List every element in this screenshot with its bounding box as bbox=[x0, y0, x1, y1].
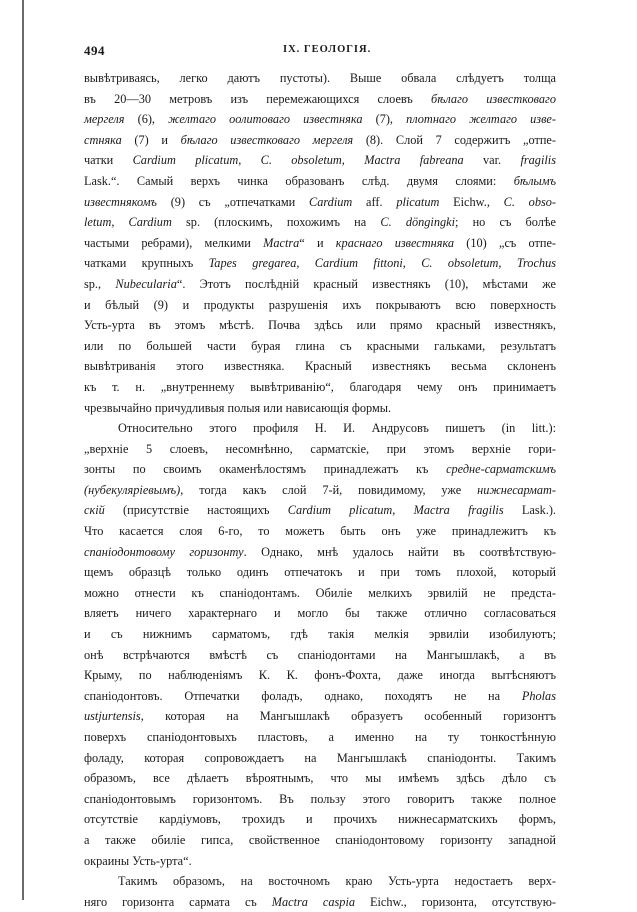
text-line: поверхъ спаніодонтовыхъ пластовъ, а именно на ту тонкостѣнную bbox=[84, 730, 556, 744]
text-line: чатками крупныхъ Tapes gregarea, Cardium fittoni, C. obsoletum, Trochus bbox=[84, 256, 557, 271]
text-line: спаніодонтовымъ горизонтомъ. Въ пользу этого говоритъ также полное bbox=[84, 791, 556, 806]
text-line: Такимъ образомъ, на восточномъ краю Усть-урта недостаетъ верх- bbox=[118, 874, 556, 889]
text-line: sp., Nubecularia“. Этотъ послѣдній красный известнякъ (10), мѣстами же bbox=[84, 276, 556, 291]
text-line: Lask.“. Самый верхъ чинка образованъ слѣд. двумя слоями: бѣлымъ bbox=[84, 173, 556, 188]
text-line: частыми ребрами), мелкими Mactra“ и краснаго известняка (10) „съ отпе- bbox=[84, 235, 557, 250]
text-line: фоладу, которая сопровождаетъ на Мангышлакѣ спаніодонты. Такимъ bbox=[84, 750, 556, 765]
text-line: а также обиліе гипса, свойственное спаніодонтовому горизонту западной bbox=[84, 832, 556, 847]
text-line: стняка (7) и бѣлаго известковаго мергеля (8). Слой 7 содержитъ „отпе- bbox=[84, 132, 556, 147]
text-line: известнякомъ (9) съ „отпечатками Cardium aff. plicatum Eichw., C. obso- bbox=[84, 194, 557, 209]
text-line: Крыму, по наблюденіямъ К. К. фонъ-Фохта, даже иногда вытѣсняютъ bbox=[84, 668, 556, 683]
text-line: (нубекуляріевымъ), тогда какъ слой 7-й, повидимому, уже нижнесармат- bbox=[84, 482, 556, 497]
page-number: 494 bbox=[84, 43, 105, 58]
text-line: мергеля (6), желтаго оолитоваго известняка (7), плотнаго желтаго изве- bbox=[84, 112, 556, 127]
text-line: и бѣлый (9) и продукты разрушенія ихъ покрываютъ всю поверхность bbox=[84, 297, 556, 312]
text-line: вывѣтриваясь, легко даютъ пустоты). Выше обвала слѣдуетъ толща bbox=[84, 71, 556, 85]
text-line: окраины Усть-урта“. bbox=[84, 853, 192, 868]
text-line: спаніодонтовому горизонту. Однако, мнѣ удалось найти въ соотвѣтствую- bbox=[84, 544, 556, 559]
text-line: ustjurtensis, которая на Мангышлакѣ образуетъ особенный горизонтъ bbox=[84, 709, 556, 724]
text-line: letum, Cardium sp. (плоскимъ, похожимъ на C. döngingki; но съ болѣе bbox=[84, 215, 556, 230]
body-text bbox=[84, 68, 556, 912]
text-line: Что касается слоя 6-го, то можетъ быть онъ уже принадлежитъ къ bbox=[84, 524, 556, 539]
text-line: можно отнести къ спаніодонтамъ. Обиліе мелкихъ эрвилій не предста- bbox=[84, 585, 556, 600]
text-line: онѣ встрѣчаются вмѣстѣ съ спаніодонтами на Мангышлакѣ, а въ bbox=[84, 647, 556, 662]
text-line: чатки Cardium plicatum, C. obsoletum, Mactra fabreana var. fragilis bbox=[84, 153, 556, 168]
text-line: Относительно этого профиля Н. И. Андрусовъ пишетъ (in litt.): bbox=[118, 421, 556, 436]
text-line: Усть-урта въ этомъ мѣстѣ. Почва здѣсь или прямо красный известнякъ, bbox=[84, 318, 556, 333]
text-line: и съ нижнимъ сарматомъ, гдѣ такія мелкія эрвиліи изобилуютъ; bbox=[84, 627, 556, 642]
text-line: вляетъ ничего характернаго и могло бы также отлично согласоваться bbox=[84, 606, 556, 621]
text-line: образомъ, все дѣлаетъ вѣроятнымъ, что мы имѣемъ здѣсь дѣло съ bbox=[84, 771, 556, 786]
text-line: няго горизонта сармата съ Mactra caspia Eichw., горизонта, отсутствую- bbox=[84, 894, 556, 909]
text-line: чрезвычайно причудливыя полыя или нависающія формы. bbox=[84, 400, 392, 415]
text-line: зонты по своимъ окаменѣлостямъ принадлежатъ къ средне-сарматскимъ bbox=[84, 462, 556, 477]
text-line: отсутствіе кардіумовъ, трохидъ и прочихъ нижнесарматскихъ формъ, bbox=[84, 812, 556, 827]
text-line: спаніодонтовъ. Отпечатки фоладъ, однако, походятъ не на Pholas bbox=[84, 688, 556, 703]
text-line: или по большей части бурая глина съ красными гальками, результатъ bbox=[84, 338, 556, 353]
text-line: къ т. н. „внутреннему вывѣтриванію“, благодаря чему онъ принимаетъ bbox=[84, 379, 556, 394]
running-head: IX. ГЕОЛОГІЯ. bbox=[283, 44, 372, 55]
text-line: вывѣтриванія этого известняка. Красный известнякъ весьма склоненъ bbox=[84, 359, 556, 374]
page-gutter-line bbox=[22, 0, 24, 900]
text-line: щемъ образцѣ только одинъ отпечатокъ и при томъ плохой, который bbox=[84, 565, 556, 580]
text-line: скій (присутствіе настоящихъ Cardium plicatum, Mactra fragilis Lask.). bbox=[84, 503, 556, 518]
text-line: въ 20—30 метровъ изъ перемежающихся слоевъ бѣлаго известковаго bbox=[84, 91, 556, 106]
text-line: „верхніе 5 слоевъ, несомнѣнно, сарматскіе, при этомъ верхніе гори- bbox=[84, 441, 556, 456]
